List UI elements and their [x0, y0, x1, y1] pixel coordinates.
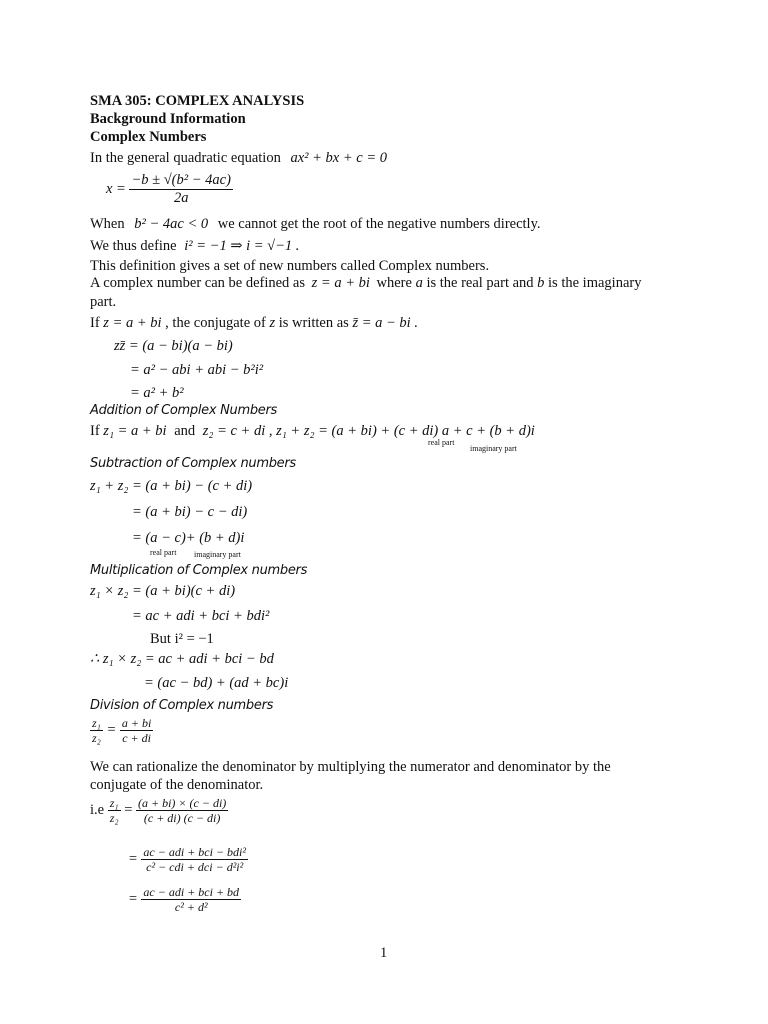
text-line: This definition gives a set of new numbers called Complex numbers. [90, 258, 490, 274]
numerator: z₁ [109, 796, 119, 810]
document-title: SMA 305: COMPLEX ANALYSIS [90, 93, 305, 109]
equation: = a² + b² [130, 385, 184, 401]
math-quadratic: ax² + bx + c = 0 [290, 150, 387, 166]
text-line: When b² − 4ac < 0 we cannot get the root of the negative numbers directly. [90, 216, 541, 232]
division-equation: $\frac{\text{z₁}}{\text{z₂}}$ = $\frac{a + bi}{c + di}$ [92, 716, 152, 745]
math-inline: z₁ = a + bi [103, 423, 167, 439]
numerator: a + bi [121, 716, 152, 730]
equation: = (ac − bd) + (ad + bc)i [144, 675, 289, 691]
section-heading: Subtraction of Complex numbers [90, 456, 296, 471]
denominator: (c + di) (c − di) [143, 811, 221, 825]
annotation-imaginary-part: imaginary part [194, 550, 241, 559]
section-heading: Multiplication of Complex numbers [90, 563, 308, 578]
heading: Complex Numbers [90, 129, 207, 145]
equation: = a² − abi + abi − b²i² [130, 362, 264, 378]
equation: = (a − c)+ (b + d)i [132, 530, 245, 546]
quadratic-formula [106, 172, 233, 207]
equation: = (a + bi) − c − di) [132, 504, 248, 520]
annotation-real-part: real part [150, 548, 177, 557]
subtitle: Background Information [90, 111, 246, 127]
numerator: ac − adi + bci − bdi² [143, 845, 246, 859]
equation: zz̄ = (a − bi)(a − bi) [114, 338, 233, 354]
division-equation: i.e $\frac{\text{z₁}}{\text{z₂}}$ = $\frac{(a + bi) \times (c - di)}{(c + di) (c - di)}$ [90, 796, 227, 825]
equation: ∴ z₁ × z₂ = ac + adi + bci − bd [90, 651, 274, 667]
text-line: In the general quadratic equation ax² + bx + c = 0 [90, 150, 387, 166]
denominator: z₂ [109, 811, 119, 825]
page-number: 1 [380, 945, 388, 961]
denominator: c² + d² [174, 900, 208, 914]
math-inline: z = a + bi [103, 315, 162, 331]
annotation-real-part: real part [428, 438, 455, 447]
formula-lhs: x = [106, 180, 126, 197]
text-line: If z₁ = a + bi and z₂ = c + di , z₁ + z₂ = (a + bi) + (c + di) a + c + (b + d)i [90, 423, 535, 439]
equation: z₁ × z₂ = (a + bi)(c + di) [90, 583, 236, 599]
numerator: z₁ [92, 716, 101, 730]
equation: But i² = −1 [150, 631, 214, 647]
math-inline: b² − 4ac < 0 [134, 216, 209, 232]
denominator: z₂ [92, 731, 101, 745]
fraction [120, 716, 153, 745]
fraction [129, 172, 232, 207]
math-inline: z₁ + z₂ = (a + bi) + (c + di) a + c + (b + d)i [276, 423, 535, 439]
numerator: −b ± √(b² − 4ac) [131, 172, 231, 188]
fraction [90, 716, 103, 745]
numerator: ac − adi + bci + bd [143, 885, 240, 899]
section-heading: Addition of Complex Numbers [90, 403, 277, 418]
denominator: c² − cdi + dci − d²i² [146, 860, 244, 874]
text-line: conjugate of the denominator. [90, 777, 264, 793]
math-inline: z̄ = a − bi . [352, 315, 418, 331]
fraction [136, 796, 228, 825]
equation: z₁ + z₂ = (a + bi) − (c + di) [90, 478, 253, 494]
fraction [141, 845, 248, 874]
text-line: We thus define i² = −1 ⇒ i = √−1 . [90, 238, 300, 254]
math-inline: z = a + bi [311, 275, 370, 291]
division-equation: = $\frac{\text{ac − adi + bci + bd}}{\text{c² + d²}}$ [128, 885, 240, 914]
text-line: We can rationalize the denominator by multiplying the numerator and denominator by the [90, 759, 611, 775]
annotation-imaginary-part: imaginary part [470, 444, 517, 453]
numerator: (a + bi) × (c − di) [138, 796, 227, 810]
math-inline: z₂ = c + di , [202, 423, 273, 439]
section-heading: Division of Complex numbers [90, 698, 274, 713]
division-equation: = $\frac{\text{ac − adi + bci − bdi²}}{\text{c² − cdi + dci − d²i²}}$ [128, 845, 246, 874]
fraction [108, 796, 121, 825]
text-line: A complex number can be defined as z = a + bi where a is the real part and b is the imaginary [90, 275, 642, 291]
denominator: 2a [173, 190, 189, 206]
text-line: part. [90, 294, 117, 310]
fraction [141, 885, 241, 914]
text-line: If z = a + bi , the conjugate of z is written as z̄ = a − bi . [90, 315, 418, 331]
math-inline: i² = −1 ⇒ i = √−1 . [184, 238, 300, 254]
equation: = ac + adi + bci + bdi² [132, 608, 270, 624]
denominator: c + di [122, 731, 151, 745]
